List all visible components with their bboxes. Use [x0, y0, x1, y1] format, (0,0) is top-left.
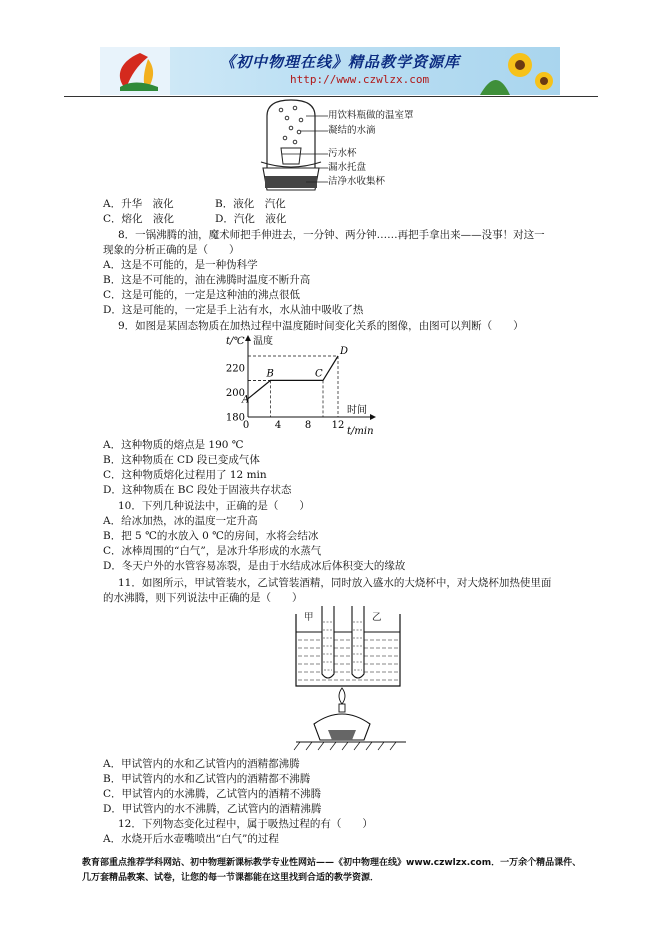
- q9-option-c[interactable]: C．这种物质熔化过程用了 12 min: [103, 469, 267, 481]
- q7-option-d-key: D．: [215, 213, 234, 225]
- q7-option-a-key: A．: [103, 198, 122, 210]
- q7-option-a[interactable]: [103, 198, 174, 211]
- q7-option-d[interactable]: [215, 213, 286, 226]
- q8-stem-line2: 现象的分析正确的是（ ）: [103, 244, 240, 256]
- q11-option-c[interactable]: C．甲试管内的水沸腾，乙试管内的酒精不沸腾: [103, 788, 322, 800]
- beaker-water: [298, 640, 398, 680]
- x-tick-label: 12: [331, 420, 345, 431]
- q9-option-d[interactable]: D．这种物质在 BC 段处于固液共存状态: [103, 484, 292, 496]
- y-tick-label: 200: [225, 388, 245, 400]
- q12-stem: 12．下列物态变化过程中，属于吸热过程的有（ ）: [118, 818, 373, 830]
- y-axis-label-name: 温度: [253, 336, 273, 347]
- q7-option-b[interactable]: [215, 198, 286, 211]
- q8-option-c[interactable]: C．这是可能的，一定是这种油的沸点很低: [103, 289, 301, 301]
- y-tick-label: 220: [225, 363, 245, 375]
- header-rule: [64, 96, 598, 97]
- q8-stem-line1: 8．一锅沸腾的油，魔术师把手伸进去，一分钟、两分钟……再把手拿出来——没事！对这一: [118, 229, 545, 241]
- q9-stem: 9．如图是某固态物质在加热过程中温度随时间变化关系的图像，由图可以判断（ ）: [118, 320, 524, 332]
- site-url[interactable]: http://www.czwlzx.com: [290, 73, 430, 86]
- y-axis-label-unit: t/℃: [226, 336, 245, 347]
- lamp-fuel: [328, 730, 356, 740]
- label-droplets: 凝结的水滴: [328, 125, 376, 136]
- q10-option-b[interactable]: B．把 5 ℃的水放入 0 ℃的房间，水将会结冰: [103, 530, 319, 542]
- label-tray: 漏水托盘: [328, 162, 367, 173]
- flame: [339, 688, 345, 704]
- figure1-leader-lines: [300, 112, 330, 192]
- q7-option-c-key: C．: [103, 213, 122, 225]
- point-label-A: A: [242, 394, 250, 406]
- temperature-time-chart: [225, 334, 385, 438]
- label-dirty-cup: 污水杯: [328, 148, 357, 159]
- q9-option-b[interactable]: B．这种物质在 CD 段已变成气体: [103, 454, 260, 466]
- y-tick-label: 180: [225, 412, 245, 424]
- x-axis-label-unit: t/min: [347, 426, 374, 437]
- footer-line2: 几万套精品教案、试卷，让您的每一节课都能在这里找到合适的教学资源．: [82, 873, 380, 883]
- q8-option-b[interactable]: B．这是不可能的，油在沸腾时温度不断升高: [103, 274, 311, 286]
- tube-right: [352, 606, 364, 678]
- q11-option-d[interactable]: D．甲试管内的水不沸腾，乙试管内的酒精沸腾: [103, 803, 322, 815]
- x-tick-label: 4: [274, 420, 282, 431]
- q11-stem-line1: 11．如图所示，甲试管装水，乙试管装酒精，同时放入盛水的大烧杯中，对大烧杯加热使里面: [118, 577, 552, 589]
- q11-option-b[interactable]: B．甲试管内的水和乙试管内的酒精都不沸腾: [103, 773, 311, 785]
- q11-option-a[interactable]: A．甲试管内的水和乙试管内的酒精都沸腾: [103, 758, 300, 770]
- q10-option-c[interactable]: C．冰棒周围的“白气”，是冰升华形成的水蒸气: [103, 545, 322, 557]
- header-banner: [100, 47, 560, 95]
- tube-right-label: 乙: [372, 612, 382, 623]
- q10-option-d[interactable]: D．冬天户外的水管容易冻裂，是由于水结成冰后体积变大的缘故: [103, 560, 406, 572]
- q7-option-d-text: 汽化 液化: [233, 213, 287, 225]
- q7-option-c-text: 熔化 液化: [121, 213, 175, 225]
- q8-option-d[interactable]: D．这是可能的，一定是手上沾有水，水从油中吸收了热: [103, 304, 364, 316]
- q11-stem-line2: 的水沸腾，则下列说法中正确的是（ ）: [103, 592, 303, 604]
- q7-option-b-text: 液化 汽化: [233, 198, 286, 210]
- beaker: [296, 614, 400, 686]
- x-tick-label: 0: [242, 420, 250, 431]
- dirty-water-cup: [281, 148, 301, 164]
- point-label-B: B: [266, 368, 274, 380]
- label-clean-cup: 洁净水收集杯: [328, 176, 386, 187]
- q9-option-a[interactable]: A．这种物质的熔点是 190 ℃: [103, 439, 244, 451]
- q8-option-a[interactable]: A．这是不可能的，是一种伪科学: [103, 259, 258, 271]
- tube-left: [322, 606, 334, 678]
- x-tick-label: 8: [304, 420, 312, 431]
- point-label-C: C: [315, 368, 323, 380]
- footer-line1: 教育部重点推荐学科网站、初中物理新课标教学专业性网站——《初中物理在线》www.czwlzx.com．一万余个精品课件、: [82, 858, 582, 868]
- q10-option-a[interactable]: A．给冰加热，冰的温度一定升高: [103, 515, 258, 527]
- q10-stem: 10．下列几种说法中，正确的是（ ）: [118, 500, 310, 512]
- q7-option-b-key: B．: [215, 198, 234, 210]
- tube-left-label: 甲: [304, 612, 314, 623]
- q7-option-c[interactable]: [103, 213, 174, 226]
- boiling-tubes-figure: [290, 606, 420, 754]
- x-axis-label-name: 时间: [347, 405, 367, 416]
- site-title: 《初中物理在线》精品教学资源库: [220, 53, 461, 71]
- q12-option-a[interactable]: A．水烧开后水壶嘴喷出“白气”的过程: [103, 833, 279, 845]
- q7-option-a-text: 升华 液化: [121, 198, 174, 210]
- point-label-D: D: [340, 346, 349, 357]
- label-dome: 用饮料瓶做的温室罩: [328, 110, 414, 121]
- lamp-wick: [339, 704, 345, 712]
- data-line-ABCD: [248, 356, 338, 399]
